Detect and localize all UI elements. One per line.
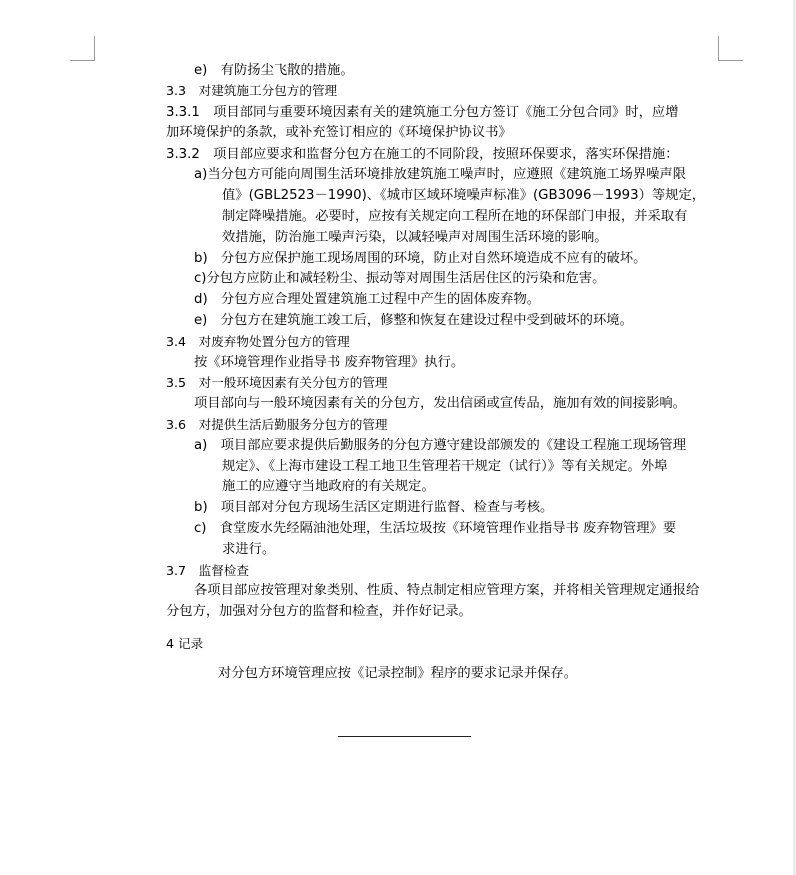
section-3-7-body: 各项目部应按管理对象类别、性质、特点制定相应管理方案，并将相关管理规定通报给分包方，加强对分包方的监督和检查，并作好记录。 [166, 583, 700, 619]
item-e: e) 分包方在建筑施工竣工后，修整和恢复在建设过程中受到破坏的环境。 [194, 313, 633, 328]
item-3-6-c-line2: 求进行。 [222, 542, 276, 557]
heading-3-4: 3.4 对废弃物处置分包方的管理 [166, 334, 350, 349]
clause-3-3-1-line1: 3.3.1 项目部同与重要环境因素有关的建筑施工分包方签订《施工分包合同》时，应增 [166, 105, 679, 120]
item-3-6-a-line3: 施工的应遵守当地政府的有关规定。 [222, 479, 435, 494]
item-e-dust: e) 有防扬尘飞散的措施。 [194, 63, 354, 78]
clause-3-3-2: 3.3.2 项目部应要求和监督分包方在施工的不同阶段，按照环保要求，落实环保措施： [166, 147, 679, 162]
item-3-6-b: b) 项目部对分包方现场生活区定期进行监督、检查与考核。 [194, 500, 554, 515]
item-a-line1: a)当分包方可能向周围生活环境排放建筑施工噪声时，应遵照《建筑施工场界噪声限 [194, 167, 687, 182]
section-4-body: 对分包方环境管理应按《记录控制》程序的要求记录并保存。 [218, 666, 578, 681]
item-a-line3: 制定降噪措施。必要时，应按有关规定向工程所在地的环保部门申报，并采取有 [222, 209, 688, 224]
heading-3-3: 3.3 对建筑施工分包方的管理 [166, 83, 338, 98]
item-3-6-c-line1: c) 食堂废水先经隔油池处理，生活垃圾按《环境管理作业指导书 废弃物管理》要 [194, 521, 677, 536]
item-a-line4: 效措施，防治施工噪声污染，以减轻噪声对周围生活环境的影响。 [222, 230, 608, 245]
item-3-6-a-line1: a) 项目部应要求提供后勤服务的分包方遵守建设部颁发的《建设工程施工现场管理 [194, 438, 687, 453]
heading-3-7: 3.7 监督检查 [166, 563, 249, 578]
item-3-6-a-line2: 规定》、《上海市建设工程工地卫生管理若干规定（试行）》等有关规定。外埠 [222, 459, 668, 474]
end-of-document-rule [338, 736, 471, 737]
heading-4-records: 4 记录 [166, 636, 204, 651]
item-b: b) 分包方应保护施工现场周围的环境，防止对自然环境造成不应有的破坏。 [194, 251, 647, 266]
margin-corner-top-right [718, 36, 743, 61]
margin-corner-top-left [70, 36, 95, 61]
section-3-5-body: 项目部向与一般环境因素有关的分包方，发出信函或宣传品，施加有效的间接影响。 [194, 396, 686, 411]
item-a-line2: 值》(GBL2523－1990)、《城市区域环境噪声标准》(GB3096－1993）等规定， [222, 188, 706, 203]
clause-3-3-1-line2: 加环境保护的条款，或补充签订相应的《环境保护协议书》 [166, 125, 512, 140]
heading-3-5: 3.5 对一般环境因素有关分包方的管理 [166, 375, 388, 390]
item-d: d) 分包方应合理处置建筑施工过程中产生的固体废弃物。 [194, 292, 541, 307]
item-c: c)分包方应防止和减轻粉尘、振动等对周围生活居住区的污染和危害。 [194, 271, 606, 286]
section-3-4-body: 按《环境管理作业指导书 废弃物管理》执行。 [194, 355, 465, 370]
heading-3-6: 3.6 对提供生活后勤服务分包方的管理 [166, 417, 388, 432]
